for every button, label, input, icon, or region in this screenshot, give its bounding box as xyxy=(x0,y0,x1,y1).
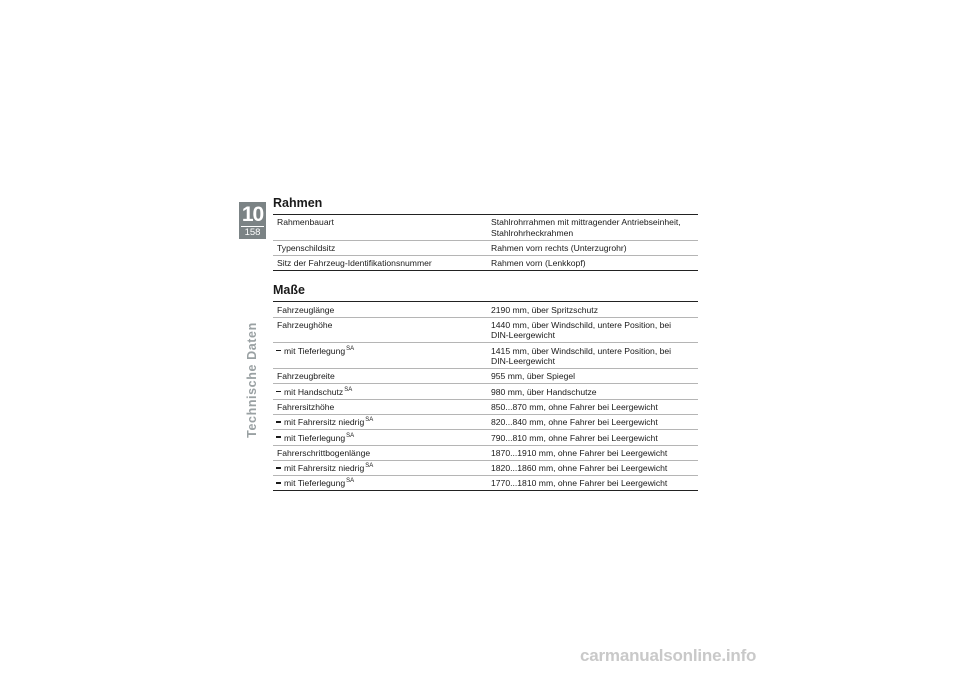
dash-icon xyxy=(276,421,281,423)
table-row xyxy=(273,215,698,241)
spec-label-cell xyxy=(273,256,488,271)
spec-value-cell xyxy=(488,302,698,317)
table-row xyxy=(273,369,698,384)
spec-table-masse xyxy=(273,301,698,491)
spec-table-rahmen xyxy=(273,214,698,271)
table-row xyxy=(273,343,698,369)
option-marker: SA xyxy=(346,478,355,485)
spec-label: Fahrzeughöhe xyxy=(277,319,333,330)
chapter-number: 10 xyxy=(241,203,264,226)
spec-value-line: Stahlrohrrahmen mit mittragender Antriebseinheit, xyxy=(491,217,681,228)
spec-value-line: 1415 mm, über Windschild, untere Position, bei xyxy=(491,345,672,356)
spec-label-cell xyxy=(273,445,488,460)
dash-icon xyxy=(276,467,281,469)
spec-value-cell xyxy=(488,317,698,343)
spec-value-line: 955 mm, über Spiegel xyxy=(491,371,576,382)
spec-value-line: 790...810 mm, ohne Fahrer bei Leergewicht xyxy=(491,432,658,443)
table-row xyxy=(273,384,698,399)
watermark: carmanualsonline.info xyxy=(580,646,757,665)
spec-value-line: 2190 mm, über Spritzschutz xyxy=(491,304,598,315)
option-marker: SA xyxy=(346,345,355,352)
spec-label-cell xyxy=(273,369,488,384)
option-marker: SA xyxy=(365,417,374,424)
table-row xyxy=(273,430,698,445)
spec-value-line: 820...840 mm, ohne Fahrer bei Leergewicht xyxy=(491,417,658,428)
spec-value-cell xyxy=(488,384,698,399)
page-number: 158 xyxy=(241,226,264,239)
spec-label: Rahmenbauart xyxy=(277,217,334,228)
spec-value-line: 980 mm, über Handschutze xyxy=(491,386,597,397)
chapter-badge xyxy=(239,202,266,239)
spec-label-cell xyxy=(273,476,488,491)
spec-value-cell xyxy=(488,399,698,414)
spec-label-cell xyxy=(273,430,488,445)
spec-value-cell xyxy=(488,430,698,445)
spec-label: mit Handschutz xyxy=(284,386,344,397)
table-row xyxy=(273,302,698,317)
table-row xyxy=(273,399,698,414)
spec-value-line: Rahmen vorn rechts (Unterzugrohr) xyxy=(491,242,627,253)
table-row xyxy=(273,317,698,343)
spec-label: mit Tieferlegung xyxy=(284,345,346,356)
table-row xyxy=(273,256,698,271)
spec-label-cell xyxy=(273,399,488,414)
spec-value-line: 1870...1910 mm, ohne Fahrer bei Leergewicht xyxy=(491,447,668,458)
spec-label: mit Tieferlegung xyxy=(284,478,346,489)
spec-value-line: 1820...1860 mm, ohne Fahrer bei Leergewicht xyxy=(491,463,668,474)
spec-value-line: Rahmen vorn (Lenkkopf) xyxy=(491,258,586,269)
spec-value-cell xyxy=(488,256,698,271)
spec-value-cell xyxy=(488,415,698,430)
spec-label-cell xyxy=(273,384,488,399)
spec-value-cell xyxy=(488,445,698,460)
spec-label-cell xyxy=(273,302,488,317)
spec-value-cell xyxy=(488,215,698,241)
table-row xyxy=(273,240,698,255)
page-content xyxy=(273,195,698,491)
section-heading-masse: Maße xyxy=(273,283,305,298)
spec-label: Fahrzeugbreite xyxy=(277,371,335,382)
dash-icon xyxy=(276,436,281,438)
spec-label: Typenschildsitz xyxy=(277,242,336,253)
dash-icon xyxy=(276,391,281,393)
spec-value-cell xyxy=(488,460,698,475)
option-marker: SA xyxy=(346,432,355,439)
spec-value-line: 850...870 mm, ohne Fahrer bei Leergewicht xyxy=(491,401,658,412)
spec-label: Sitz der Fahrzeug-Identifikationsnummer xyxy=(277,258,432,269)
spec-value-line: 1770...1810 mm, ohne Fahrer bei Leergewicht xyxy=(491,478,668,489)
section-heading-rahmen: Rahmen xyxy=(273,196,323,210)
spec-value-line: DIN-Leergewicht xyxy=(491,356,555,367)
spec-label: mit Tieferlegung xyxy=(284,432,346,443)
spec-label: mit Fahrersitz niedrig xyxy=(284,463,365,474)
spec-value-cell xyxy=(488,240,698,255)
table-row xyxy=(273,415,698,430)
spec-value-line: Stahlrohrheckrahmen xyxy=(491,227,574,238)
dash-icon xyxy=(276,350,281,352)
chapter-side-label: Technische Daten xyxy=(245,322,259,438)
spec-label: Fahrerschrittbogenlänge xyxy=(277,447,371,458)
dash-icon xyxy=(276,482,281,484)
spec-label: Fahrersitzhöhe xyxy=(277,401,335,412)
table-row xyxy=(273,445,698,460)
spec-label-cell xyxy=(273,343,488,369)
spec-value-line: DIN-Leergewicht xyxy=(491,330,555,341)
spec-label-cell xyxy=(273,317,488,343)
table-row xyxy=(273,460,698,475)
spec-label-cell xyxy=(273,460,488,475)
spec-label-cell xyxy=(273,240,488,255)
spec-value-cell xyxy=(488,369,698,384)
spec-label-cell xyxy=(273,415,488,430)
spec-label-cell xyxy=(273,215,488,241)
spec-label: mit Fahrersitz niedrig xyxy=(284,417,365,428)
spec-value-cell xyxy=(488,476,698,491)
spec-value-cell xyxy=(488,343,698,369)
spec-label: Fahrzeuglänge xyxy=(277,304,335,315)
option-marker: SA xyxy=(365,463,374,470)
table-row xyxy=(273,476,698,491)
option-marker: SA xyxy=(344,386,353,393)
spec-value-line: 1440 mm, über Windschild, untere Position, bei xyxy=(491,319,672,330)
